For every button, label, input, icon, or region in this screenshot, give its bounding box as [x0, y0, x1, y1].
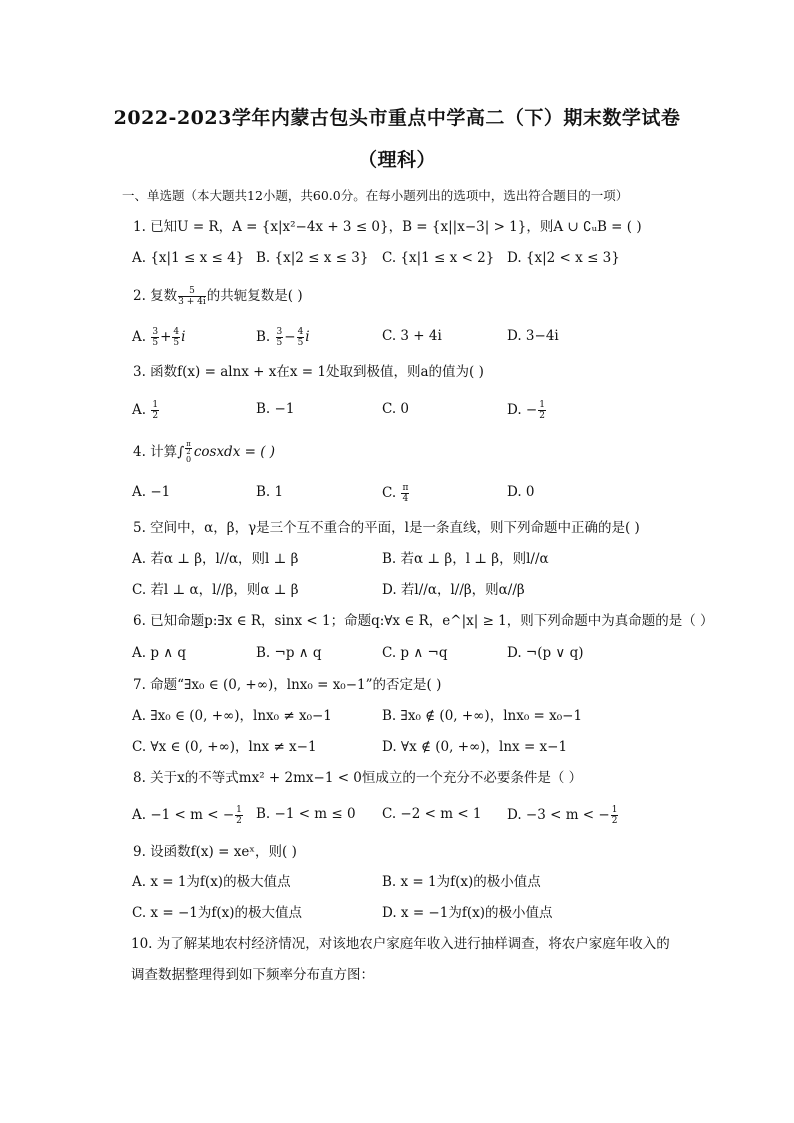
question-2-option-a: A. $\frac{3}{5}$ + $\frac{4}{5}$ i — [132, 327, 186, 348]
question-6-option-d: D. ¬(p ∨ q) — [507, 645, 584, 661]
question-2-option-d: D. 3−4i — [507, 328, 559, 344]
question-3-option-a: A. $\frac{1}{2}$ — [132, 400, 159, 421]
question-1-option-b: B. {x|2 ≤ x ≤ 3} — [256, 250, 369, 266]
question-4-stem: 4. 计算∫ $\frac{\pi}{2}$ 0 cosxdx = ( ) — [133, 440, 276, 464]
question-10-line-2: 调查数据整理得到如下频率分布直方图： — [131, 967, 374, 983]
question-9-option-c: C. x = −1为f(x)的极大值点 — [132, 905, 302, 921]
question-4-option-b: B. 1 — [256, 484, 284, 500]
question-10-line-1: 10. 为了解某地农村经济情况，对该地农户家庭年收入进行抽样调查，将农户家庭年收入的 — [131, 936, 670, 952]
question-7-option-c: C. ∀x ∈ (0, +∞)，lnx ≠ x−1 — [132, 739, 317, 755]
question-5-option-b: B. 若α ⊥ β，l ⊥ β，则l//α — [382, 551, 549, 567]
exam-subtitle: （理科） — [357, 149, 436, 171]
question-9-stem: 9. 设函数f(x) = xeˣ，则( ) — [133, 844, 297, 860]
question-6-option-b: B. ¬p ∧ q — [256, 645, 322, 661]
question-7-option-b: B. ∃x₀ ∉ (0, +∞)，lnx₀ = x₀−1 — [382, 708, 583, 724]
question-8-option-c: C. −2 < m < 1 — [382, 806, 482, 822]
question-4-option-a: A. −1 — [132, 484, 171, 500]
question-2-option-c: C. 3 + 4i — [382, 328, 442, 344]
question-6-option-a: A. p ∧ q — [132, 645, 187, 661]
question-9-option-d: D. x = −1为f(x)的极小值点 — [382, 905, 553, 921]
question-5-stem: 5. 空间中，α，β，γ是三个互不重合的平面，l是一条直线，则下列命题中正确的是( ) — [133, 520, 640, 536]
question-2-option-b: B. $\frac{3}{5}$ − $\frac{4}{5}$ i — [256, 327, 310, 348]
question-5-option-d: D. 若l//α，l//β，则α//β — [382, 582, 525, 598]
question-4-option-c: C. $\frac{\pi}{4}$ — [382, 483, 409, 504]
question-5-option-a: A. 若α ⊥ β，l//α，则l ⊥ β — [132, 551, 299, 567]
question-6-option-c: C. p ∧ ¬q — [382, 645, 448, 661]
question-3-stem: 3. 函数f(x) = alnx + x在x = 1处取到极值，则a的值为( ) — [133, 364, 484, 380]
question-3-option-c: C. 0 — [382, 401, 410, 417]
section-heading: 一、单选题（本大题共12小题，共60.0分。在每小题列出的选项中，选出符合题目的一项） — [122, 188, 629, 203]
question-9-option-a: A. x = 1为f(x)的极大值点 — [132, 874, 291, 890]
question-5-option-c: C. 若l ⊥ α，l//β，则α ⊥ β — [132, 582, 299, 598]
question-8-stem: 8. 关于x的不等式mx² + 2mx−1 < 0恒成立的一个充分不必要条件是（ ） — [133, 770, 583, 786]
fraction: $\frac{5}{3 + 4i}$ — [178, 286, 206, 307]
question-1-option-a: A. {x|1 ≤ x ≤ 4} — [132, 250, 245, 266]
question-8-option-b: B. −1 < m ≤ 0 — [256, 806, 356, 822]
question-7-option-a: A. ∃x₀ ∈ (0, +∞)，lnx₀ ≠ x₀−1 — [132, 708, 332, 724]
question-7-option-d: D. ∀x ∉ (0, +∞)，lnx = x−1 — [382, 739, 568, 755]
question-6-stem: 6. 已知命题p:∃x ∈ R，sinx < 1；命题q:∀x ∈ R，e^|x| ≥ 1，则下列命题中为真命题的是（ ） — [133, 613, 714, 629]
question-8-option-d: D. −3 < m < − $\frac{1}{2}$ — [507, 805, 618, 826]
question-9-option-b: B. x = 1为f(x)的极小值点 — [382, 874, 541, 890]
question-3-option-d: D. − $\frac{1}{2}$ — [507, 400, 545, 421]
exam-title: 2022-2023学年内蒙古包头市重点中学高二（下）期末数学试卷 — [113, 107, 681, 129]
question-1-option-c: C. {x|1 ≤ x < 2} — [382, 250, 495, 266]
question-1-option-d: D. {x|2 < x ≤ 3} — [507, 250, 620, 266]
question-2-stem: 2. 复数 $\frac{5}{3 + 4i}$ 的共轭复数是( ) — [133, 286, 303, 307]
question-4-option-d: D. 0 — [507, 484, 535, 500]
question-1-stem: 1. 已知U = R，A = {x|x²−4x + 3 ≤ 0}，B = {x||x−3| > 1}，则A ∪ ∁ᵤB = ( ) — [133, 219, 642, 235]
question-3-option-b: B. −1 — [256, 401, 295, 417]
question-8-option-a: A. −1 < m < − $\frac{1}{2}$ — [132, 805, 242, 826]
question-7-stem: 7. 命题“∃x₀ ∈ (0, +∞)，lnx₀ = x₀−1”的否定是( ) — [133, 677, 442, 693]
